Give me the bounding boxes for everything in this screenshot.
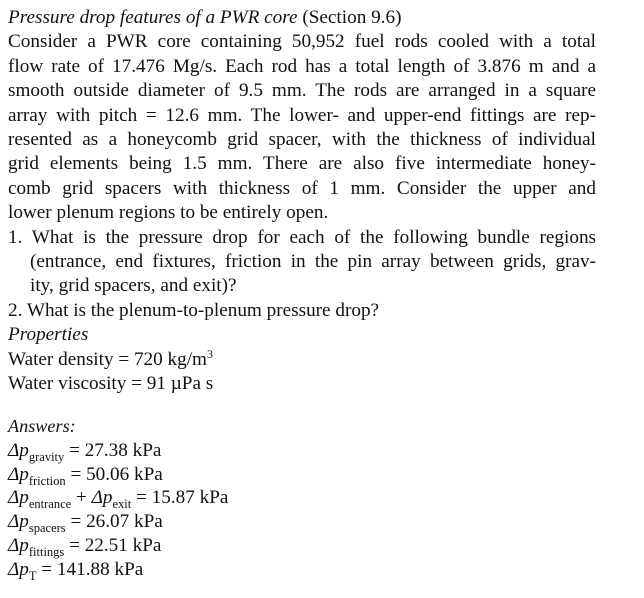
- answer-subscript: fittings: [28, 544, 65, 559]
- answer-friction: [8, 463, 638, 487]
- problem-body-line: flow rate of 17.476 Mg/s. Each rod has a total length of 3.876 m and a: [8, 55, 596, 77]
- water-viscosity: Water viscosity = 91 µPa s: [8, 373, 214, 395]
- question-2-text: What is the plenum-to-plenum pressure drop?: [26, 299, 380, 321]
- answer-spacers: [8, 510, 638, 534]
- density-exponent: 3: [207, 346, 213, 361]
- answer-subscript: spacers: [28, 521, 66, 536]
- answer-value: = 15.87 kPa: [131, 487, 229, 509]
- answer-value: = 27.38 kPa: [64, 440, 162, 461]
- answer-subscript: entrance: [28, 497, 72, 512]
- answer-subscript: T: [28, 568, 37, 583]
- plus-sign: +: [71, 487, 92, 509]
- section-gap: [8, 397, 638, 415]
- problem-body-line: array with pitch = 12.6 mm. The lower- and upper-end fittings are rep-: [8, 104, 596, 126]
- problem-title-line: [8, 6, 638, 30]
- answers-heading: Answers:: [8, 415, 76, 436]
- question-2-line: [8, 299, 638, 323]
- answer-gravity: [8, 439, 638, 463]
- problem-body-line: lower plenum regions to be entirely open.: [8, 202, 329, 224]
- problem-page: [8, 6, 638, 581]
- delta-p-symbol: Δp: [8, 534, 29, 556]
- question-1-number: 1.: [8, 226, 23, 248]
- question-1-line: ity, grid spacers, and exit)?: [30, 275, 237, 297]
- question-1-line: [8, 226, 596, 250]
- problem-body-line: resented as a honeycomb grid spacer, with the thickness of individual: [8, 129, 596, 151]
- delta-p-symbol: Δp: [8, 463, 29, 485]
- problem-body-line: Consider a PWR core containing 50,952 fuel rods cooled with a total: [8, 31, 596, 53]
- question-1-text: What is the pressure drop for each of the following bundle regions: [31, 226, 597, 248]
- answer-total: [8, 558, 638, 582]
- answer-value: = 50.06 kPa: [65, 463, 163, 485]
- delta-p-symbol: Δp: [8, 558, 29, 580]
- problem-body-line: grid elements being 1.5 mm. There are also five intermediate honey-: [8, 153, 596, 175]
- answer-subscript: friction: [28, 473, 66, 488]
- answer-fittings: [8, 534, 638, 558]
- answer-subscript: gravity: [28, 450, 65, 464]
- question-2-number: 2.: [8, 299, 23, 321]
- section-reference: (Section 9.6): [302, 7, 402, 28]
- delta-p-symbol: Δp: [91, 487, 113, 509]
- answer-value: = 141.88 kPa: [36, 558, 144, 580]
- problem-title: Pressure drop features of a PWR core: [8, 7, 298, 28]
- delta-p-symbol: Δp: [8, 511, 29, 533]
- delta-p-symbol: Δp: [8, 440, 29, 461]
- answer-entrance-exit: [8, 486, 638, 510]
- answer-subscript: exit: [112, 497, 132, 512]
- properties-heading: Properties: [8, 324, 89, 346]
- problem-body-line: smooth outside diameter of 9.5 mm. The rods are arranged in a square: [8, 80, 596, 102]
- question-1-line: (entrance, end fixtures, friction in the pin array between grids, grav-: [30, 251, 596, 273]
- answer-value: = 26.07 kPa: [65, 511, 163, 533]
- problem-body-line: comb grid spacers with thickness of 1 mm. Consider the upper and: [8, 177, 596, 199]
- answer-value: = 22.51 kPa: [64, 534, 162, 556]
- water-density: Water density = 720 $kg/m^3$: [8, 346, 213, 370]
- delta-p-symbol: Δp: [8, 487, 29, 509]
